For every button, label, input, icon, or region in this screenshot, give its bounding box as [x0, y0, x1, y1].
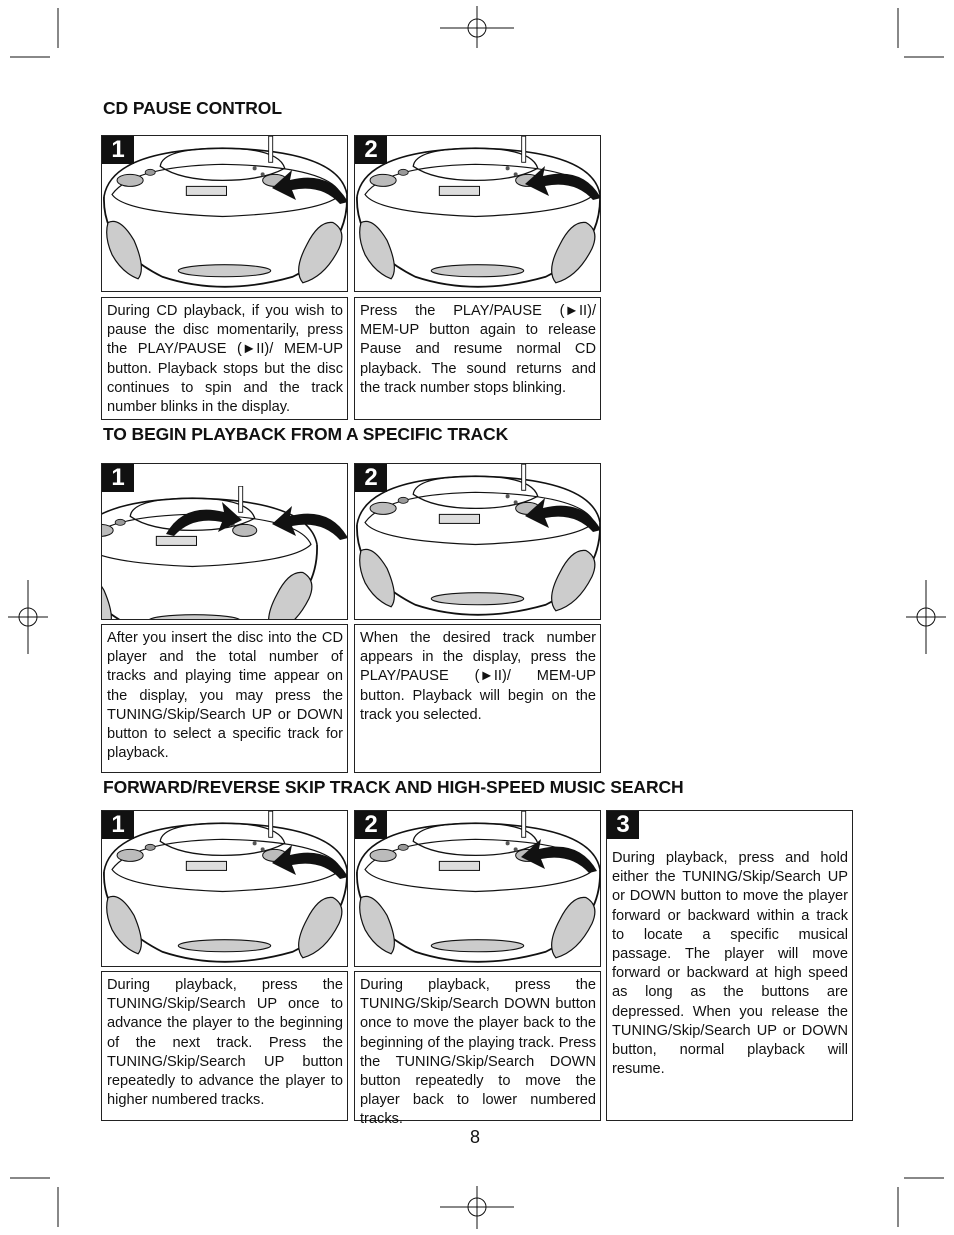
step-instruction-text: During CD playback, if you wish to pause the disc momentarily, press the PLAY/PAUSE (►II)/ MEM-UP button. Playback stops but the disc continues to spin and the track number blinks in the display. — [101, 297, 348, 420]
step-instruction-text: When the desired track number appears in the display, press the PLAY/PAUSE (►II)/ MEM-UP button. Playback will begin on the track you selected. — [354, 624, 601, 773]
step-instruction-text: After you insert the disc into the CD player and the total number of tracks and playing time appear on the display, you may press the TUNING/Skip/Search UP or DOWN button to select a specific track for playback. — [101, 624, 348, 773]
step-instruction-body: During playback, press and hold either the TUNING/Skip/Search UP or DOWN button to move the player forward or backward within a track to locate a specific musical passage. The player will move forward or backward at high speed as long as the buttons are depressed. When you release the TUNING/Skip/Search UP or DOWN button, normal playback will resume. — [612, 850, 848, 1078]
step-number-badge: 1 — [102, 464, 134, 492]
step-instruction-text: Press the PLAY/PAUSE (►II)/ MEM-UP button again to release Pause and resume normal CD playback. The sound returns and the track number stops blinking. — [354, 297, 601, 420]
page-number: 8 — [470, 1127, 481, 1147]
section-title-specific-track: TO BEGIN PLAYBACK FROM A SPECIFIC TRACK — [103, 424, 509, 444]
step-number-badge: 1 — [102, 811, 134, 839]
step-number-badge: 3 — [607, 811, 639, 839]
section-title-cd-pause: CD PAUSE CONTROL — [103, 98, 282, 118]
step-number-badge: 2 — [355, 811, 387, 839]
step-instruction-text: During playback, press the TUNING/Skip/Search DOWN button once to move the player back to the beginning of the playing track. Press the TUNING/Skip/Search DOWN button repeatedly to move the player back to lower numbered tracks. — [354, 971, 601, 1121]
step-number-badge: 2 — [355, 464, 387, 492]
step-number-badge: 1 — [102, 136, 134, 164]
step-instruction-text: During playback, press the TUNING/Skip/Search UP once to advance the player to the beginning of the next track. Press the TUNING/Skip/Search UP button repeatedly to advance the player to higher numbered tracks. — [101, 971, 348, 1121]
step-number-badge: 2 — [355, 136, 387, 164]
section-title-skip-search: FORWARD/REVERSE SKIP TRACK AND HIGH-SPEED MUSIC SEARCH — [103, 777, 684, 797]
